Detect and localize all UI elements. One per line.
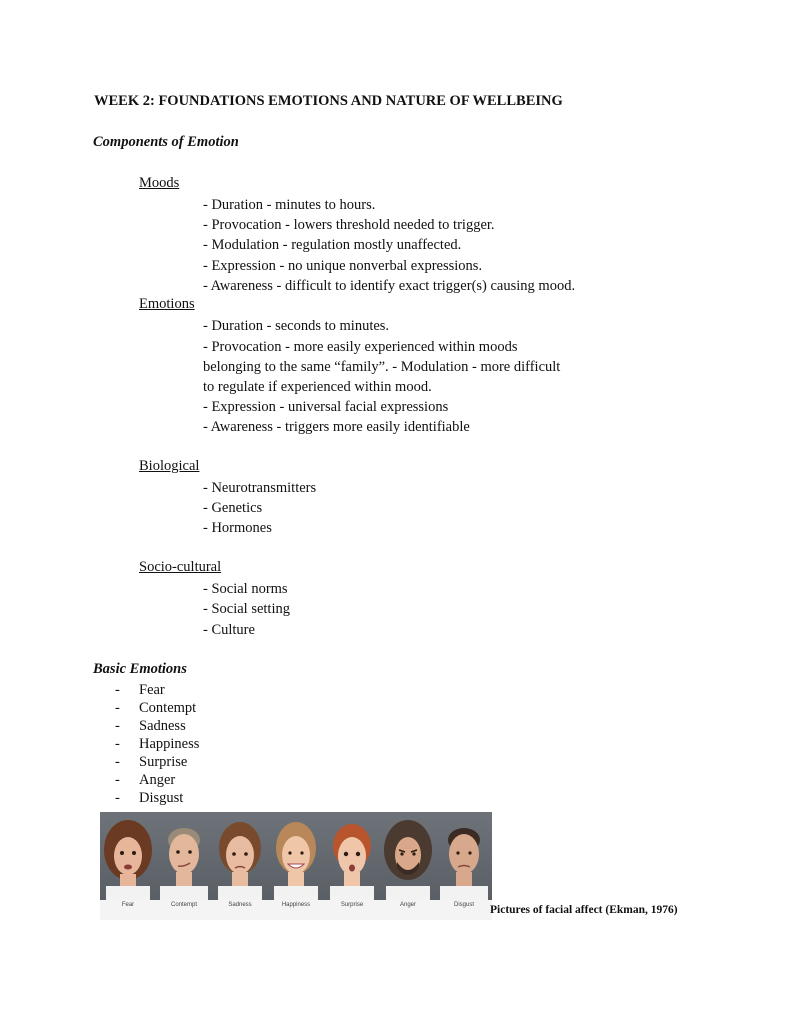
- face-label: Happiness: [281, 902, 311, 908]
- face-label: Disgust: [453, 902, 474, 908]
- basic-emotions-heading: Basic Emotions: [93, 661, 187, 677]
- biological-line: - Genetics: [203, 500, 263, 516]
- emotions-line: - Provocation - more easily experienced within moods: [203, 339, 518, 355]
- facial-affect-image: [100, 812, 492, 920]
- biological-heading: Biological: [139, 458, 200, 474]
- face-sadness: [212, 812, 268, 920]
- face-disgust: [436, 812, 492, 920]
- face-happiness: [268, 812, 324, 920]
- face-label: Fear: [121, 902, 135, 908]
- emotions-line: - Awareness - triggers more easily identifiable: [203, 419, 470, 435]
- list-item: - Contempt: [115, 700, 197, 716]
- sociocultural-heading: Socio-cultural: [139, 559, 222, 575]
- sociocultural-line: - Social setting: [203, 601, 290, 617]
- emotions-line: - Duration - seconds to minutes.: [203, 318, 390, 334]
- face-surprise: [324, 812, 380, 920]
- face-label: Anger: [399, 902, 416, 908]
- figure-caption: Pictures of facial affect (Ekman, 1976): [490, 904, 678, 916]
- basic-emotions-list: [115, 681, 199, 807]
- face-label: Contempt: [170, 902, 197, 908]
- face-contempt: [156, 812, 212, 920]
- list-item: - Fear: [115, 682, 165, 698]
- list-item: - Happiness: [115, 736, 200, 752]
- sociocultural-line: - Social norms: [203, 581, 288, 597]
- face-fear: [100, 812, 156, 920]
- emotions-line: belonging to the same “family”. - Modulation - more difficult: [203, 359, 561, 375]
- biological-line: - Hormones: [203, 520, 272, 536]
- moods-heading: Moods: [139, 175, 180, 191]
- emotions-heading: Emotions: [139, 296, 195, 312]
- face-anger: [380, 812, 436, 920]
- list-item: - Surprise: [115, 754, 188, 770]
- moods-line: - Duration - minutes to hours.: [203, 197, 376, 213]
- moods-line: - Expression - no unique nonverbal expressions.: [203, 258, 483, 274]
- emotions-line: - Expression - universal facial expressions: [203, 399, 449, 415]
- moods-line: - Awareness - difficult to identify exact trigger(s) causing mood.: [203, 278, 576, 294]
- moods-line: - Modulation - regulation mostly unaffected.: [203, 237, 462, 253]
- list-item: - Anger: [115, 772, 176, 788]
- components-heading: Components of Emotion: [93, 134, 239, 150]
- emotions-line: to regulate if experienced within mood.: [203, 379, 432, 395]
- face-label: Sadness: [228, 902, 252, 908]
- biological-line: - Neurotransmitters: [203, 480, 317, 496]
- list-item: - Disgust: [115, 790, 184, 806]
- moods-line: - Provocation - lowers threshold needed to trigger.: [203, 217, 495, 233]
- list-item: - Sadness: [115, 718, 186, 734]
- page-title: WEEK 2: FOUNDATIONS EMOTIONS AND NATURE OF WELLBEING: [94, 93, 563, 109]
- sociocultural-line: - Culture: [203, 622, 255, 638]
- face-label: Surprise: [340, 902, 364, 908]
